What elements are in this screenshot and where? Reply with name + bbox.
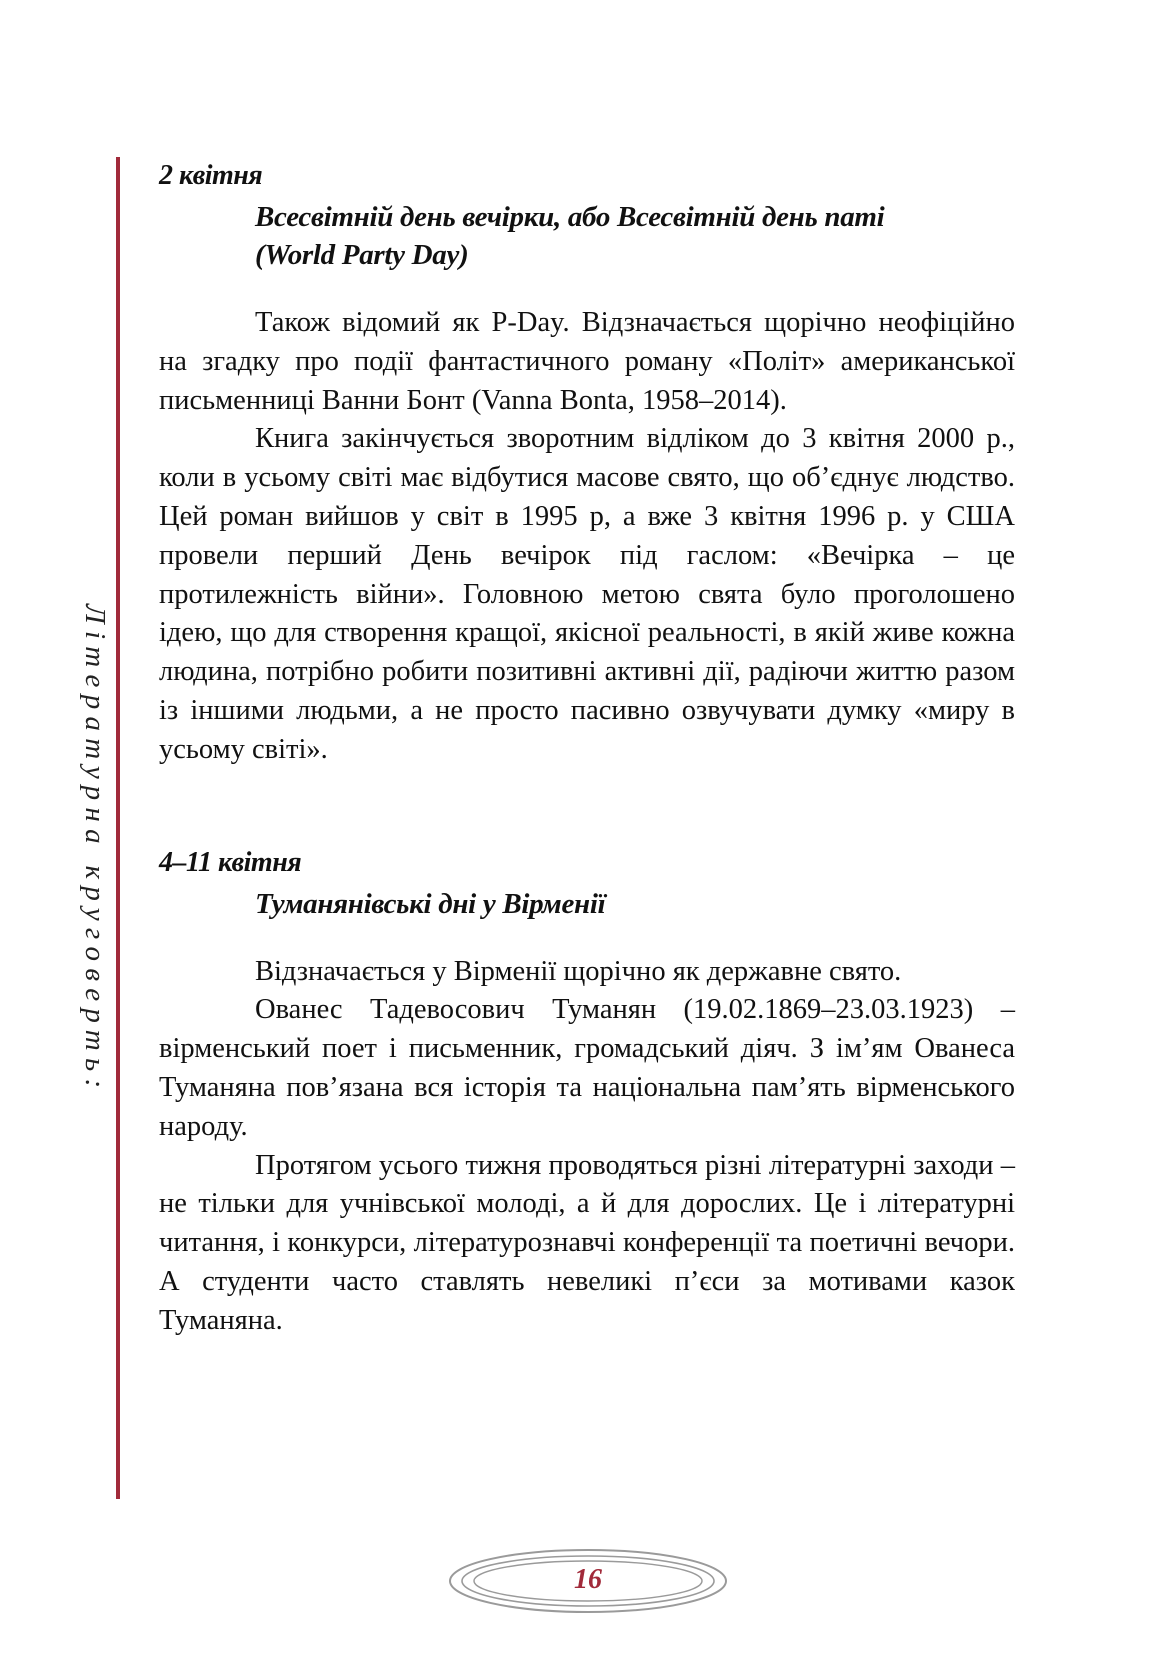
event-title-line: Туманянівські дні у Вірменії <box>255 887 606 920</box>
event-title <box>255 885 1015 923</box>
running-head-vertical: Літературна круговерть: <box>79 604 111 1096</box>
event-body <box>159 953 1015 1341</box>
body-paragraph: Також відомий як P-Day. Відзначається щорічно неофіційно на згадку про події фантастичного роману «Політ» американської письменниці Ванни Бонт (Vanna Bonta, 1958–2014). <box>159 307 1015 416</box>
body-paragraph: Протягом усього тижня проводяться різні літературні заходи – не тільки для учнівської молоді, а й для дорослих. Це і літературні читання, і конкурси, літературознавчі конференції та поетичні вечори. А студенти часто ставлять невеликі п’єси за мотивами казок Туманяна. <box>159 1149 1015 1336</box>
body-paragraph: Відзначається у Вірменії щорічно як державне свято. <box>255 955 902 987</box>
event-title <box>255 198 1015 274</box>
page-number-badge <box>446 1546 730 1616</box>
event-body <box>159 304 1015 770</box>
body-paragraph: Ованес Тадевосович Туманян (19.02.1869–23.03.1923) – вірменський поет і письменник, громадський діяч. З ім’ям Ованеса Туманяна пов’язана вся історія та національна пам’ять вірменського народу. <box>159 994 1015 1142</box>
event-date: 2 квітня <box>159 160 263 191</box>
event-section <box>159 845 1015 1341</box>
body-paragraph: Книга закінчується зворотним відліком до 3 квітня 2000 р., коли в усьому світі має відбутися масове свято, що об’єднує людство. Цей роман вийшов у світ в 1995 р, а вже 3 квітня 1996 р. у США провели перший День вечірок під гаслом: «Вечірка – це протилежність війни». Головною метою свята було проголошено ідею, що для створення кращої, якісної реальності, в якій живе кожна людина, потрібно робити позитивні активні дії, радіючи життю разом із іншими людьми, а не просто пасивно озвучувати думку «миру в усьому світі». <box>159 423 1015 765</box>
event-title-line: Всесвітній день вечірки, або Всесвітній день паті <box>255 201 885 233</box>
margin-rule <box>116 157 120 1499</box>
event-date: 4–11 квітня <box>159 846 302 878</box>
event-title-line: (World Party Day) <box>255 239 469 271</box>
event-section <box>159 158 1015 770</box>
page-number: 16 <box>574 1564 602 1595</box>
page-content <box>159 158 1015 1341</box>
